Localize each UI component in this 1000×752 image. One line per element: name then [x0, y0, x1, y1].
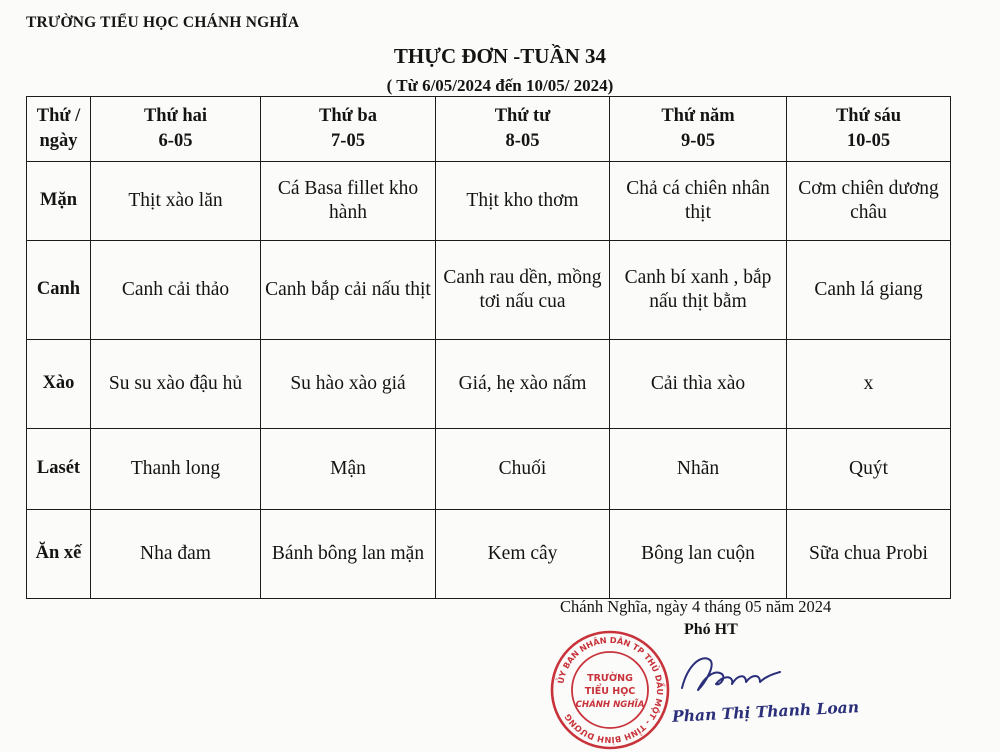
- menu-cell: Canh cải thảo: [91, 241, 261, 340]
- menu-cell: Canh rau dền, mồng tơi nấu cua: [436, 241, 610, 340]
- menu-cell: Nha đam: [91, 510, 261, 599]
- menu-cell: Mận: [261, 429, 436, 510]
- menu-cell: Quýt: [787, 429, 951, 510]
- corner-header: [27, 97, 91, 162]
- menu-cell: Cơm chiên dương châu: [787, 162, 951, 241]
- table-row-laset: [27, 429, 951, 510]
- menu-cell: Thịt xào lăn: [91, 162, 261, 241]
- row-label: Ăn xế: [27, 510, 91, 599]
- stamp-text-line3: CHÁNH NGHĨA: [575, 700, 645, 710]
- menu-cell: Bánh bông lan mặn: [261, 510, 436, 599]
- menu-cell: x: [787, 340, 951, 429]
- day-name: Thứ năm: [661, 106, 735, 127]
- school-stamp: [548, 628, 672, 752]
- menu-title: THỰC ĐƠN -TUẦN 34: [393, 44, 607, 68]
- table-row-man: [27, 162, 951, 241]
- date-range: ( Từ 6/05/2024 đến 10/05/ 2024): [386, 76, 614, 95]
- row-label: Mặn: [27, 162, 91, 241]
- menu-cell: Cải thìa xào: [610, 340, 787, 429]
- school-name: TRƯỜNG TIỂU HỌC CHÁNH NGHĨA: [26, 14, 300, 31]
- menu-cell: Su su xào đậu hủ: [91, 340, 261, 429]
- menu-cell: Thịt kho thơm: [436, 162, 610, 241]
- day-date: 9-05: [681, 131, 715, 151]
- day-header-wed: [436, 97, 610, 162]
- menu-cell: Canh bắp cải nấu thịt: [261, 241, 436, 340]
- menu-cell: Kem cây: [436, 510, 610, 599]
- day-date: 8-05: [505, 131, 540, 151]
- row-label: Canh: [27, 241, 91, 340]
- day-header-mon: [91, 97, 261, 162]
- menu-cell: Canh lá giang: [787, 241, 951, 340]
- day-header-tue: [261, 97, 436, 162]
- row-label: Lasét: [27, 429, 91, 510]
- day-name: Thứ hai: [143, 106, 208, 127]
- day-date: 7-05: [331, 131, 365, 151]
- menu-cell: Bông lan cuộn: [610, 510, 787, 599]
- stamp-ring-text: ỦY BAN NHÂN DÂN TP THỦ DẦU MỘT - TỈNH BÌNH DƯƠNG: [555, 634, 666, 746]
- day-name: Thứ sáu: [835, 106, 902, 127]
- menu-cell: Chuối: [436, 429, 610, 510]
- stamp-text-line1: TRƯỜNG: [587, 673, 633, 684]
- menu-cell: Giá, hẹ xào nấm: [436, 340, 610, 429]
- table-row-xao: [27, 340, 951, 429]
- menu-cell: Nhãn: [610, 429, 787, 510]
- day-header-fri: [787, 97, 951, 162]
- header-row: [27, 97, 951, 162]
- day-name: Thứ ba: [319, 106, 377, 127]
- menu-table: [26, 96, 951, 599]
- menu-cell: Cá Basa fillet kho hành: [261, 162, 436, 241]
- stamp-text-line2: TIỂU HỌC: [584, 686, 636, 697]
- place-date: Chánh Nghĩa, ngày 4 tháng 05 năm 2024: [560, 597, 832, 616]
- row-label: Xào: [27, 340, 91, 429]
- signer-role: Phó HT: [684, 621, 738, 638]
- menu-cell: Chả cá chiên nhân thịt: [610, 162, 787, 241]
- menu-cell: Canh bí xanh , bắp nấu thịt bằm: [610, 241, 787, 340]
- table-row-an-xe: [27, 510, 951, 599]
- menu-cell: Sữa chua Probi: [787, 510, 951, 599]
- corner-header-line1: Thứ /: [36, 106, 81, 127]
- day-header-thu: [610, 97, 787, 162]
- day-name: Thứ tư: [494, 106, 551, 127]
- menu-cell: Thanh long: [91, 429, 261, 510]
- day-date: 10-05: [846, 131, 891, 151]
- table-row-canh: [27, 241, 951, 340]
- day-date: 6-05: [158, 131, 193, 151]
- signer-name: Phan Thị Thanh Loan: [671, 697, 860, 726]
- corner-header-line2: ngày: [39, 131, 78, 151]
- menu-cell: Su hào xào giá: [261, 340, 436, 429]
- handwritten-signature: [676, 644, 786, 704]
